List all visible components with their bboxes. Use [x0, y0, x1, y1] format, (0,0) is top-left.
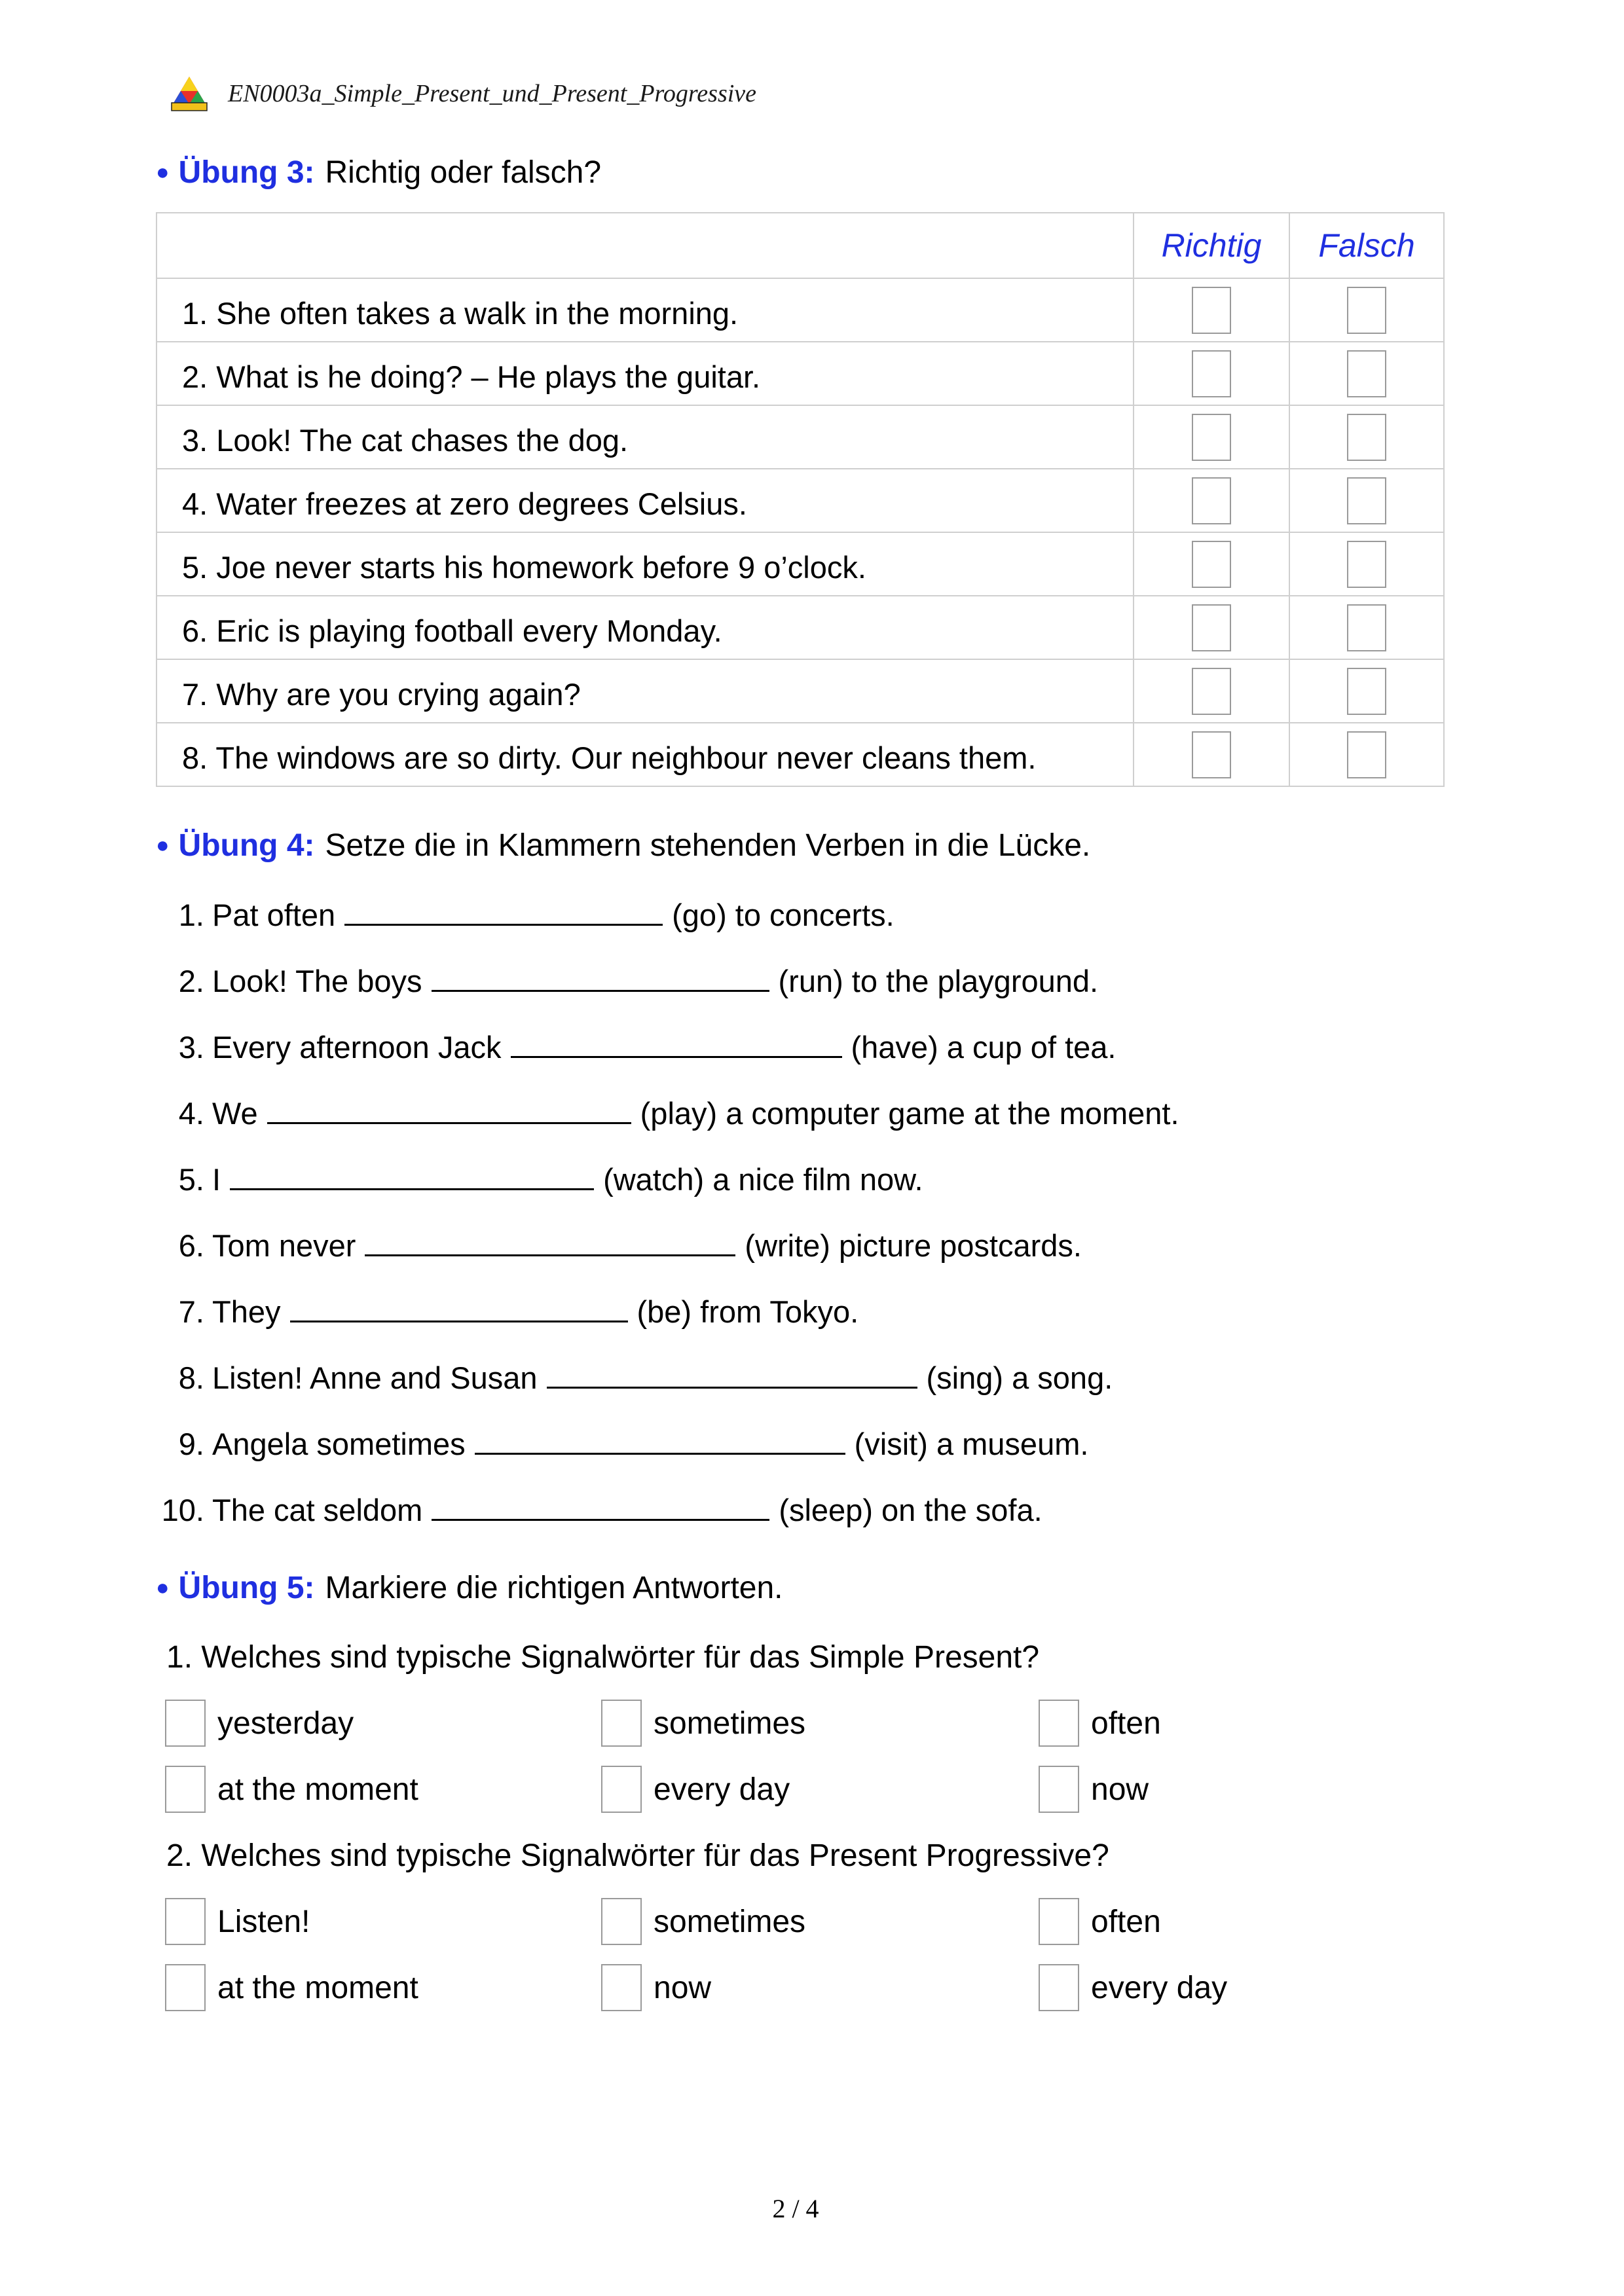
option-checkbox[interactable] [165, 1964, 206, 2011]
table-row [157, 596, 1444, 659]
gap-sentence [148, 1095, 1179, 1131]
option-label: often [1091, 1705, 1161, 1741]
item-number: 6. [178, 1228, 204, 1263]
richtig-cell [1134, 469, 1289, 532]
option-checkbox[interactable] [601, 1700, 642, 1747]
falsch-cell [1289, 723, 1444, 786]
option-label: yesterday [217, 1705, 354, 1741]
gap-sentence [148, 1360, 1113, 1396]
option-label: now [654, 1970, 712, 2005]
option-label: often [1091, 1904, 1161, 1939]
falsch-checkbox[interactable] [1347, 414, 1386, 461]
item-number: 1. [178, 898, 204, 932]
text-after: (watch) a nice film now. [603, 1162, 923, 1197]
exercise-instruction: Setze die in Klammern stehenden Verben in die Lücke. [325, 828, 1091, 863]
answer-blank[interactable] [432, 985, 769, 992]
richtig-cell [1134, 405, 1289, 469]
text-after: (run) to the playground. [778, 964, 1099, 998]
richtig-cell [1134, 532, 1289, 596]
text-after: (visit) a museum. [854, 1427, 1089, 1461]
gap-sentence [148, 963, 1098, 999]
falsch-header: Falsch [1289, 213, 1444, 278]
statement: 6. Eric is playing football every Monday. [157, 596, 1134, 659]
exercise-5-heading [156, 1570, 783, 1606]
answer-blank[interactable] [475, 1448, 845, 1455]
richtig-cell [1134, 278, 1289, 342]
gap-sentence [148, 1492, 1043, 1528]
falsch-checkbox[interactable] [1347, 287, 1386, 334]
exercise-4-heading [156, 828, 1090, 864]
exercise-instruction: Richtig oder falsch? [325, 155, 602, 190]
answer-option[interactable] [1039, 1766, 1149, 1813]
option-label: at the moment [217, 1772, 418, 1807]
option-label: Listen! [217, 1904, 310, 1939]
item-number: 3. [178, 1030, 204, 1065]
table-header-row [157, 213, 1444, 278]
answer-option[interactable] [165, 1700, 354, 1747]
richtig-checkbox[interactable] [1192, 541, 1231, 588]
answer-blank[interactable] [547, 1381, 917, 1389]
statement: 1. She often takes a walk in the morning. [157, 278, 1134, 342]
answer-option[interactable] [601, 1898, 805, 1945]
answer-option[interactable] [165, 1766, 418, 1813]
richtig-checkbox[interactable] [1192, 604, 1231, 651]
gap-sentence [148, 1228, 1082, 1264]
item-number: 9. [178, 1427, 204, 1461]
falsch-checkbox[interactable] [1347, 541, 1386, 588]
statement: 4. Water freezes at zero degrees Celsius. [157, 469, 1134, 532]
text-after: (play) a computer game at the moment. [640, 1096, 1179, 1131]
answer-option[interactable] [165, 1964, 418, 2011]
answer-blank[interactable] [267, 1117, 631, 1124]
answer-blank[interactable] [511, 1051, 842, 1058]
option-label: every day [1091, 1970, 1228, 2005]
exercise-label: Übung 4: [178, 828, 315, 863]
option-checkbox[interactable] [601, 1766, 642, 1813]
statement: 8. The windows are so dirty. Our neighbour never cleans them. [157, 723, 1134, 786]
statement: 7. Why are you crying again? [157, 659, 1134, 723]
question-2: 2. Welches sind typische Signalwörter für das Present Progressive? [166, 1838, 1109, 1873]
page-number: 2 / 4 [772, 2194, 819, 2223]
falsch-cell [1289, 596, 1444, 659]
exercise-instruction: Markiere die richtigen Antworten. [325, 1571, 783, 1605]
text-after: (sleep) on the sofa. [779, 1493, 1043, 1527]
falsch-checkbox[interactable] [1347, 668, 1386, 715]
option-checkbox[interactable] [601, 1898, 642, 1945]
falsch-checkbox[interactable] [1347, 350, 1386, 397]
text-before: I [212, 1162, 221, 1197]
text-before: Pat often [212, 898, 336, 932]
statement: 3. Look! The cat chases the dog. [157, 405, 1134, 469]
answer-blank[interactable] [230, 1183, 594, 1190]
text-after: (go) to concerts. [672, 898, 895, 932]
table-row [157, 405, 1444, 469]
falsch-cell [1289, 342, 1444, 405]
richtig-checkbox[interactable] [1192, 287, 1231, 334]
gap-sentence [148, 1029, 1116, 1065]
text-before: The cat seldom [212, 1493, 423, 1527]
richtig-checkbox[interactable] [1192, 477, 1231, 524]
falsch-checkbox[interactable] [1347, 477, 1386, 524]
richtig-checkbox[interactable] [1192, 668, 1231, 715]
bullet: ● [156, 1575, 170, 1600]
falsch-cell [1289, 469, 1444, 532]
text-before: Look! The boys [212, 964, 422, 998]
option-label: at the moment [217, 1970, 418, 2005]
gap-sentence [148, 1426, 1088, 1462]
text-before: Every afternoon Jack [212, 1030, 502, 1065]
text-before: Listen! Anne and Susan [212, 1360, 538, 1395]
answer-blank[interactable] [344, 919, 663, 926]
richtig-cell [1134, 723, 1289, 786]
text-before: We [212, 1096, 258, 1131]
item-number: 10. [161, 1493, 204, 1527]
answer-option[interactable] [601, 1964, 711, 2011]
option-checkbox[interactable] [165, 1898, 206, 1945]
richtig-checkbox[interactable] [1192, 731, 1231, 778]
table-row [157, 342, 1444, 405]
page-header [169, 71, 756, 117]
option-checkbox[interactable] [1039, 1700, 1079, 1747]
pyramid-logo-icon [169, 75, 210, 112]
statement: 2. What is he doing? – He plays the guitar. [157, 342, 1134, 405]
gap-sentence [148, 1161, 923, 1197]
option-label: sometimes [654, 1904, 806, 1939]
exercise-label: Übung 5: [178, 1571, 315, 1605]
richtig-cell [1134, 596, 1289, 659]
option-label: sometimes [654, 1705, 806, 1741]
option-checkbox[interactable] [165, 1700, 206, 1747]
statement-header [157, 213, 1134, 278]
richtig-header: Richtig [1134, 213, 1289, 278]
statement: 5. Joe never starts his homework before 9 o’clock. [157, 532, 1134, 596]
exercise-label: Übung 3: [178, 155, 315, 190]
richtig-checkbox[interactable] [1192, 414, 1231, 461]
question-1: 1. Welches sind typische Signalwörter für das Simple Present? [166, 1640, 1040, 1675]
item-number: 4. [178, 1096, 204, 1131]
falsch-checkbox[interactable] [1347, 604, 1386, 651]
table-row [157, 723, 1444, 786]
option-label: every day [654, 1772, 790, 1807]
text-before: Tom never [212, 1228, 356, 1263]
text-before: They [212, 1294, 281, 1329]
falsch-cell [1289, 532, 1444, 596]
answer-blank[interactable] [432, 1514, 769, 1521]
option-checkbox[interactable] [601, 1964, 642, 2011]
richtig-cell [1134, 659, 1289, 723]
item-number: 2. [178, 964, 204, 998]
option-checkbox[interactable] [165, 1766, 206, 1813]
table-row [157, 659, 1444, 723]
falsch-cell [1289, 278, 1444, 342]
option-checkbox[interactable] [1039, 1766, 1079, 1813]
bullet: ● [156, 160, 170, 185]
richtig-checkbox[interactable] [1192, 350, 1231, 397]
item-number: 5. [178, 1162, 204, 1197]
text-after: (be) from Tokyo. [637, 1294, 859, 1329]
exercise-3-heading [156, 155, 601, 191]
answer-blank[interactable] [290, 1315, 628, 1322]
answer-option[interactable] [165, 1898, 310, 1945]
bullet: ● [156, 833, 170, 858]
answer-option[interactable] [1039, 1964, 1227, 2011]
falsch-checkbox[interactable] [1347, 731, 1386, 778]
option-checkbox[interactable] [1039, 1964, 1079, 2011]
text-after: (have) a cup of tea. [851, 1030, 1116, 1065]
option-label: now [1091, 1772, 1149, 1807]
gap-sentence [148, 897, 895, 933]
answer-blank[interactable] [365, 1249, 735, 1256]
text-after: (write) picture postcards. [745, 1228, 1082, 1263]
gap-sentence [148, 1294, 858, 1330]
richtig-cell [1134, 342, 1289, 405]
document-title: EN0003a_Simple_Present_und_Present_Progressive [228, 80, 757, 107]
item-number: 8. [178, 1360, 204, 1395]
option-checkbox[interactable] [1039, 1898, 1079, 1945]
answer-option[interactable] [1039, 1700, 1161, 1747]
text-before: Angela sometimes [212, 1427, 466, 1461]
true-false-table [156, 212, 1445, 787]
table-row [157, 278, 1444, 342]
answer-option[interactable] [601, 1700, 805, 1747]
answer-option[interactable] [601, 1766, 790, 1813]
answer-option[interactable] [1039, 1898, 1161, 1945]
falsch-cell [1289, 659, 1444, 723]
table-row [157, 532, 1444, 596]
item-number: 7. [178, 1294, 204, 1329]
text-after: (sing) a song. [926, 1360, 1113, 1395]
falsch-cell [1289, 405, 1444, 469]
table-row [157, 469, 1444, 532]
